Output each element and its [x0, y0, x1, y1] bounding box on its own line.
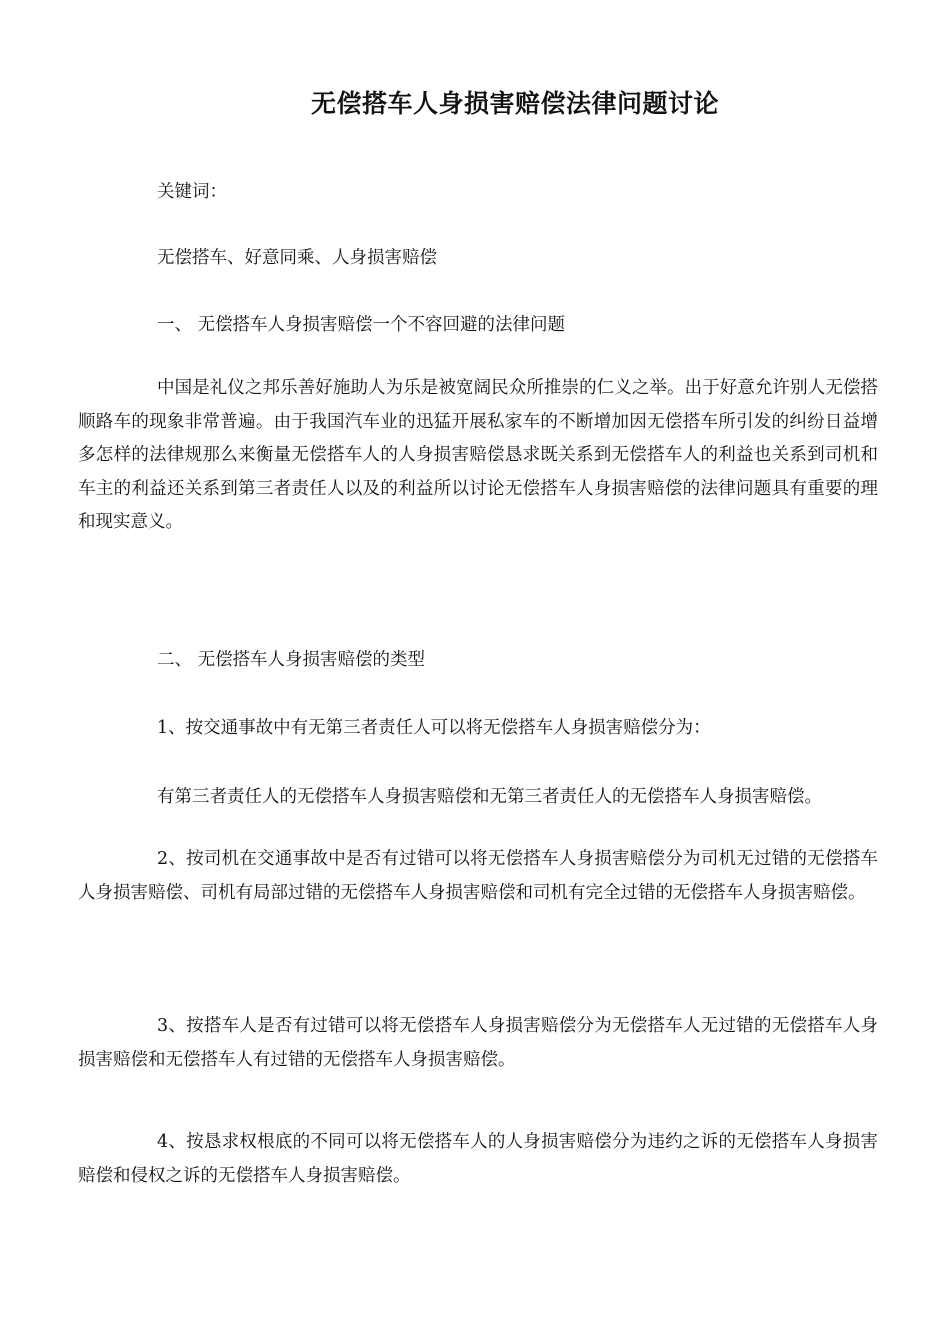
type-item-3: 3、按搭车人是否有过错可以将无偿搭车人身损害赔偿分为无偿搭车人无过错的无偿搭车人身损害赔偿和无偿搭车人有过错的无偿搭车人身损害赔偿。: [78, 1016, 878, 1070]
type-item-2: 2、按司机在交通事故中是否有过错可以将无偿搭车人身损害赔偿分为司机无过错的无偿搭车人身损害赔偿、司机有局部过错的无偿搭车人身损害赔偿和司机有完全过错的无偿搭车人身损害赔偿。: [78, 849, 878, 903]
section-1-heading: 一、 无偿搭车人身损害赔偿一个不容回避的法律问题: [157, 315, 566, 335]
section-1-paragraph: 中国是礼仪之邦乐善好施助人为乐是被宽阔民众所推崇的仁义之举。出于好意允许别人无偿搭顺路车的现象非常普遍。由于我国汽车业的迅猛开展私家车的不断增加因无偿搭车所引发的纠纷日益增多怎样的法律规那么来衡量无偿搭车人的人身损害赔偿恳求既关系到无偿搭车人的利益也关系到司机和车主的利益还关系到第三者责任人以及的利益所以讨论无偿搭车人身损害赔偿的法律问题具有重要的理和现实意义。: [78, 378, 878, 533]
type-item-1-detail: 有第三者责任人的无偿搭车人身损害赔偿和无第三者责任人的无偿搭车人身损害赔偿。: [157, 787, 822, 807]
section-2-heading: 二、 无偿搭车人身损害赔偿的类型: [157, 650, 426, 670]
type-item-1: 1、按交通事故中有无第三者责任人可以将无偿搭车人身损害赔偿分为：: [157, 718, 711, 738]
type-item-4: 4、按恳求权根底的不同可以将无偿搭车人的人身损害赔偿分为违约之诉的无偿搭车人身损害赔偿和侵权之诉的无偿搭车人身损害赔偿。: [78, 1132, 878, 1186]
keywords-list: 无偿搭车、好意同乘、人身损害赔偿: [157, 248, 437, 268]
keywords-label: 关键词：: [157, 182, 227, 202]
document-title: 无偿搭车人身损害赔偿法律问题讨论: [310, 89, 719, 118]
